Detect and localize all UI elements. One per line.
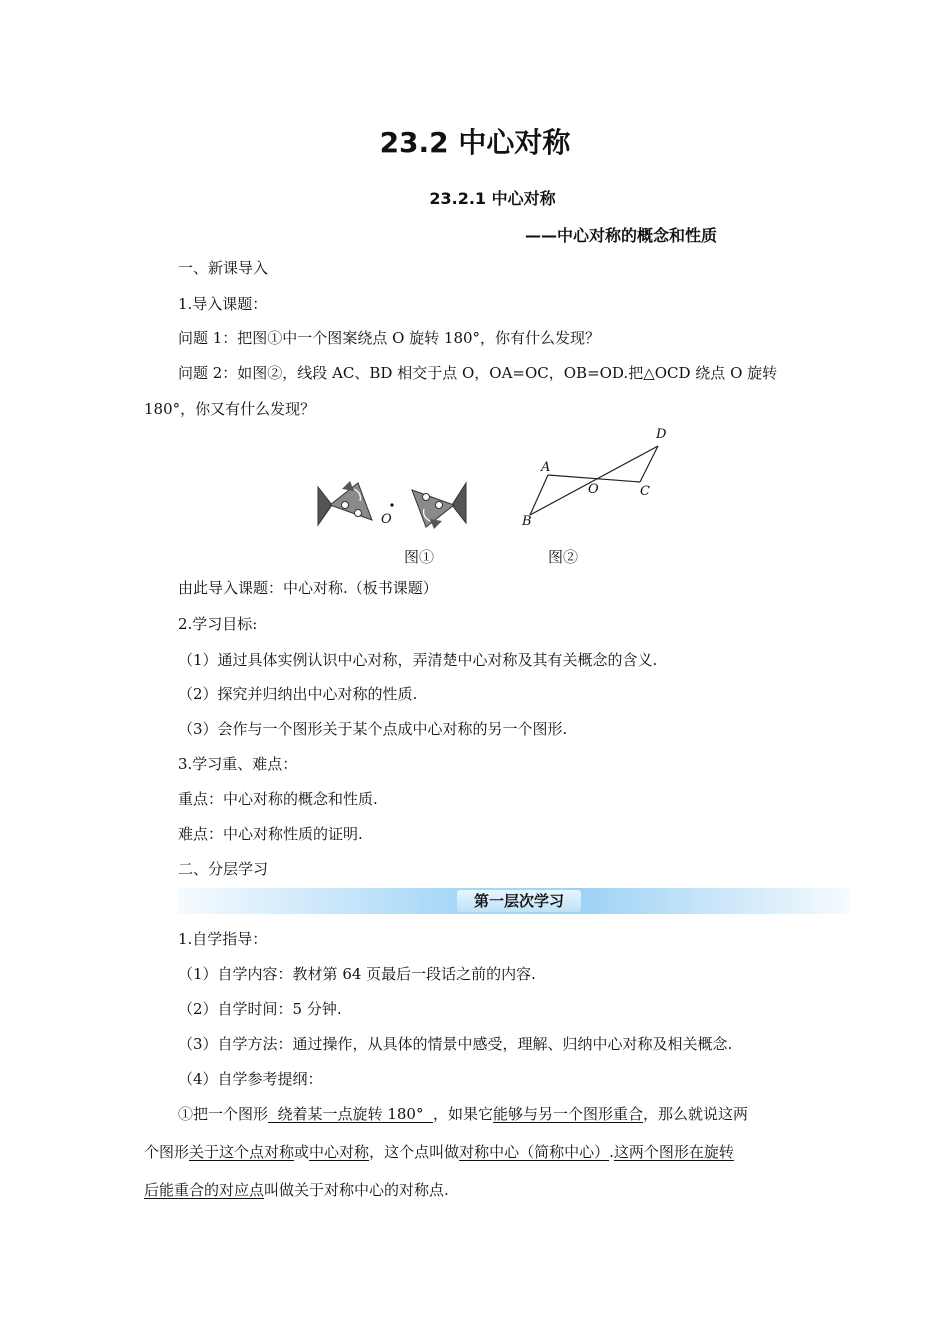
guide-1: （1）自学内容：教材第 64 页最后一段话之前的内容. xyxy=(178,965,536,983)
outline-text: ①把一个图形 xyxy=(178,1105,269,1123)
goal-1: （1）通过具体实例认识中心对称，弄清楚中心对称及其有关概念的含义. xyxy=(178,651,658,669)
question-2-line1: 问题 2：如图②，线段 AC、BD 相交于点 O，OA=OC，OB=OD.把△OCD 绕点 O 旋转 xyxy=(178,364,778,382)
self-study-item: 1.自学指导： xyxy=(178,930,268,948)
outline-text: 或 xyxy=(294,1143,310,1161)
fig2-label-c: C xyxy=(640,484,650,499)
outline-blank: 关于这个点对称 xyxy=(189,1143,295,1161)
fig1-label-o: O xyxy=(381,512,392,527)
guide-2: （2）自学时间：5 分钟. xyxy=(178,1000,342,1018)
fig2-label-d: D xyxy=(656,427,667,442)
outline-text: ，如果它 xyxy=(433,1105,494,1123)
left-fish-icon xyxy=(318,481,372,525)
outline-text: 个图形 xyxy=(144,1143,190,1161)
goal-3: （3）会作与一个图形关于某个点成中心对称的另一个图形. xyxy=(178,720,568,738)
section-subtitle: 23.2.1 中心对称 xyxy=(429,189,556,208)
figure-2-caption: 图② xyxy=(548,548,579,566)
outline-line-3 xyxy=(144,1180,449,1200)
outline-blank: 这两个图形在旋转 xyxy=(613,1143,734,1161)
goals-item: 2.学习目标: xyxy=(178,615,258,633)
intro-item: 1.导入课题： xyxy=(178,295,268,313)
level-banner xyxy=(178,888,850,914)
figure-1-fish xyxy=(310,475,480,535)
guide-3: （3）自学方法：通过操作，从具体的情景中感受，理解、归纳中心对称及相关概念. xyxy=(178,1035,733,1053)
difficult-point: 难点：中心对称性质的证明. xyxy=(178,825,363,843)
outline-line-2 xyxy=(144,1142,734,1162)
page-title: 23.2 中心对称 xyxy=(379,126,571,159)
outline-line-1 xyxy=(178,1104,748,1124)
goal-2: （2）探究并归纳出中心对称的性质. xyxy=(178,685,418,703)
level-banner-label: 第一层次学习 xyxy=(457,890,581,912)
topic-subtitle: ——中心对称的概念和性质 xyxy=(525,226,718,245)
intro-result: 由此导入课题：中心对称.（板书课题） xyxy=(178,579,438,597)
figure-1-caption: 图① xyxy=(404,548,435,566)
question-2-line2: 180°，你又有什么发现？ xyxy=(144,400,316,418)
outline-text: 叫做关于对称中心的对称点. xyxy=(264,1181,449,1199)
right-fish-icon xyxy=(412,483,466,529)
fig2-label-b: B xyxy=(522,514,532,529)
section2-heading: 二、分层学习 xyxy=(178,860,269,878)
question-1: 问题 1：把图①中一个图案绕点 O 旋转 180°，你有什么发现？ xyxy=(178,329,601,347)
outline-blank: 后能重合的对应点 xyxy=(144,1181,265,1199)
outline-blank: 中心对称 xyxy=(309,1143,370,1161)
fig2-label-o: O xyxy=(588,482,599,497)
outline-text: ，这个点叫做 xyxy=(369,1143,460,1161)
outline-blank: 能够与另一个图形重合 xyxy=(493,1105,644,1123)
guide-4: （4）自学参考提纲： xyxy=(178,1070,323,1088)
outline-blank: 对称中心（简称中心） xyxy=(459,1143,610,1161)
fig2-label-a: A xyxy=(541,460,551,475)
section1-heading: 一、新课导入 xyxy=(178,259,269,277)
key-point: 重点：中心对称的概念和性质. xyxy=(178,790,378,808)
outline-text: . xyxy=(609,1143,614,1161)
outline-text: ，那么就说这两 xyxy=(643,1105,749,1123)
outline-blank: 绕着某一点旋转 180° xyxy=(268,1105,433,1123)
center-point-dot xyxy=(390,503,393,506)
key-difficult-item: 3.学习重、难点： xyxy=(178,755,298,773)
